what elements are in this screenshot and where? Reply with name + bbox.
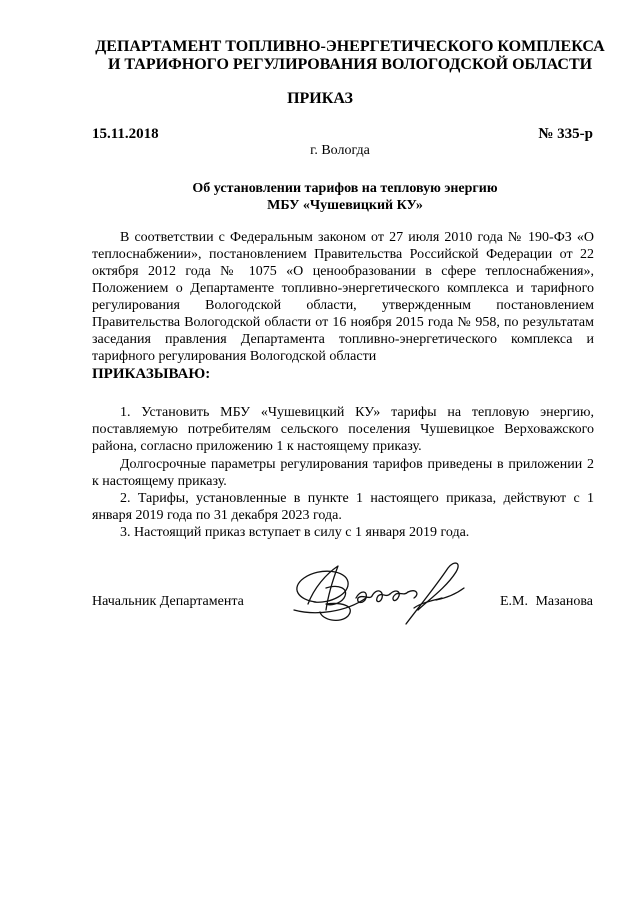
document-date: 15.11.2018	[92, 126, 159, 142]
order-item-2: 2. Тарифы, установленные в пункте 1 настоящего приказа, действуют с 1 января 2019 года по 31 декабря 2023 года.	[92, 491, 594, 523]
order-item-1: 1. Установить МБУ «Чушевицкий КУ» тарифы на тепловую энергию, поставляемую потребителям сельского поселения Чушевицкое Верховажского района, согласно приложению 1 к настоящему приказу.	[92, 405, 594, 454]
signatory-position: Начальник Департамента	[92, 594, 244, 609]
document-type: ПРИКАЗ	[287, 90, 353, 107]
preamble-paragraph: В соответствии с Федеральным законом от 27 июля 2010 года № 190-ФЗ «О теплоснабжении», постановлением Правительства Российской Федерации от 22 октября 2012 года № 1075 «О ценообразовании в сфере теплоснабжения», Положением о Департаменте топливно-энергетического комплекса и тарифного регулирования Вологодской области, утвержденным постановлением Правительства Вологодской области от 16 ноября 2015 года № 958, по результатам заседания правления Департамента топливно-энергетического комплекса и тарифного регулирования Вологодской области	[92, 230, 594, 364]
document-subject	[0, 180, 640, 214]
order-item-1-note: Долгосрочные параметры регулирования тарифов приведены в приложении 2 к настоящему приказу.	[92, 457, 594, 489]
signatory-name: Е.М. Мазанова	[499, 594, 593, 609]
department-header	[60, 38, 640, 74]
handwritten-signature	[286, 558, 471, 630]
order-verb: ПРИКАЗЫВАЮ:	[92, 366, 211, 382]
order-item-3: 3. Настоящий приказ вступает в силу с 1 января 2019 года.	[120, 525, 470, 540]
subject-line2: МБУ «Чушевицкий КУ»	[267, 198, 423, 213]
department-name-line1: ДЕПАРТАМЕНТ ТОПЛИВНО-ЭНЕРГЕТИЧЕСКОГО КОМПЛЕКСА	[95, 38, 605, 55]
subject-line1: Об установлении тарифов на тепловую энергию	[192, 181, 498, 196]
department-name-line2: И ТАРИФНОГО РЕГУЛИРОВАНИЯ ВОЛОГОДСКОЙ ОБЛАСТИ	[107, 56, 593, 73]
document-city: г. Вологда	[310, 143, 370, 158]
document-number: № 335-р	[538, 126, 593, 142]
